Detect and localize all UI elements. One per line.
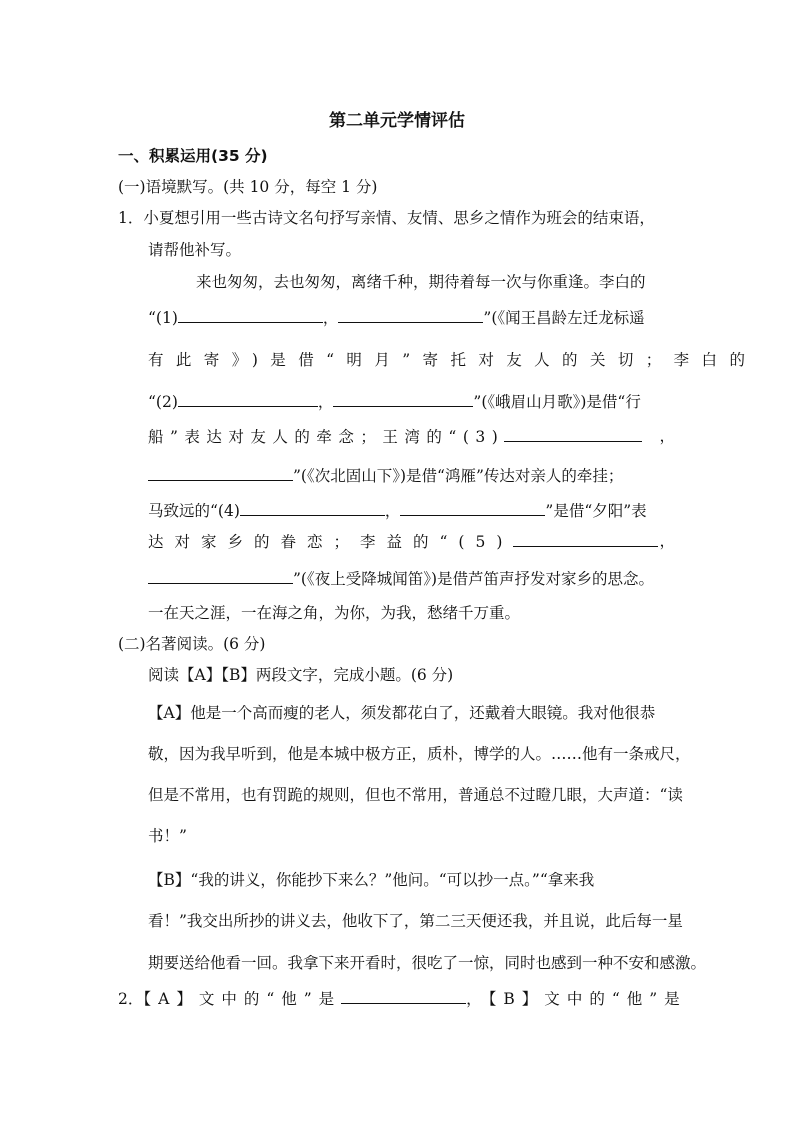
reading-passage-b: 期要送给他看一回。我拿下来开看时，很吃了一惊，同时也感到一种不安和感激。 bbox=[148, 954, 707, 972]
source-note: ”(《夜上受降城闻笛》)是借芦笛声抒发对家乡的思念。 bbox=[293, 570, 655, 588]
question-number: 1． bbox=[118, 209, 144, 227]
answer-blank-3a[interactable] bbox=[504, 426, 642, 442]
reading-instructions: 阅读【A】【B】两段文字，完成小题。(6 分) bbox=[148, 666, 454, 684]
source-note: ”(《峨眉山月歌》)是借“行 bbox=[473, 393, 641, 411]
section-heading: 一、积累运用(35 分) bbox=[118, 147, 268, 165]
question-number: 2． bbox=[118, 990, 144, 1008]
passage-text bbox=[148, 426, 642, 447]
answer-blank-1b[interactable] bbox=[338, 307, 483, 323]
passage-line bbox=[148, 391, 641, 412]
passage-text bbox=[148, 531, 658, 552]
passage-text-seg: 达对家乡的眷恋；李益的“(5) bbox=[148, 533, 514, 551]
comma: ， bbox=[317, 393, 334, 411]
passage-line bbox=[148, 568, 654, 589]
question-1-prompt bbox=[118, 208, 655, 228]
source-note: ”(《次北固山下》)是借“鸿雁”传达对亲人的牵挂； bbox=[293, 467, 624, 485]
question-text: ，【B】文中的“他”是 bbox=[466, 990, 687, 1008]
passage-line bbox=[148, 531, 675, 552]
answer-blank-4a[interactable] bbox=[240, 500, 385, 516]
passage-line bbox=[148, 307, 645, 328]
reading-passage-b: 看！”我交出所抄的讲义去，他收下了，第二三天便还我，并且说，此后每一星 bbox=[148, 912, 683, 930]
subsection-heading: (一)语境默写。(共 10 分，每空 1 分) bbox=[118, 178, 378, 196]
passage-line bbox=[148, 426, 675, 447]
document-title: 第二单元学情评估 bbox=[329, 111, 465, 131]
passage-text-seg: 船”表达对友人的牵念；王湾的“(3) bbox=[148, 428, 505, 446]
question-text: 小夏想引用一些古诗文名句抒写亲情、友情、思乡之情作为班会的结束语， bbox=[143, 209, 655, 227]
subsection-heading: (二)名著阅读。(6 分) bbox=[118, 635, 266, 653]
comma: ， bbox=[322, 309, 339, 327]
reading-passage-a: 但是不常用，也有罚跪的规则，但也不常用，普通总不过瞪几眼，大声道：“读 bbox=[148, 786, 683, 804]
answer-blank-1a[interactable] bbox=[178, 307, 323, 323]
reading-passage-a: 敬，因为我早听到，他是本城中极方正，质朴，博学的人。……他有一条戒尺， bbox=[148, 745, 691, 763]
answer-blank-3b[interactable] bbox=[148, 465, 293, 481]
answer-blank-2a[interactable] bbox=[178, 391, 318, 407]
source-note: ”(《闻王昌龄左迁龙标遥 bbox=[483, 309, 645, 327]
passage-line: 一在天之涯，一在海之角，为你，为我，愁绪千万重。 bbox=[148, 604, 521, 622]
passage-line bbox=[148, 465, 623, 486]
comma: ， bbox=[659, 532, 675, 550]
answer-blank-5a[interactable] bbox=[513, 531, 658, 547]
blank-label: “(2) bbox=[148, 393, 178, 411]
question-1-prompt-cont: 请帮他补写。 bbox=[148, 241, 242, 259]
answer-blank-q2a[interactable] bbox=[341, 988, 466, 1004]
passage-text: 马致远的“(4) bbox=[148, 502, 240, 520]
comma: ， bbox=[659, 427, 675, 445]
answer-blank-4b[interactable] bbox=[400, 500, 545, 516]
comma: ， bbox=[384, 502, 401, 520]
question-text: 【A】文中的“他”是 bbox=[143, 990, 342, 1008]
reading-passage-a: 【A】他是一个高而瘦的老人，须发都花白了，还戴着大眼镜。我对他很恭 bbox=[148, 704, 656, 722]
question-2 bbox=[118, 988, 687, 1009]
reading-passage-a: 书！” bbox=[148, 827, 187, 845]
passage-line bbox=[148, 350, 758, 370]
passage-text: 有此寄》)是借“明月”寄托对友人的关切；李白的 bbox=[148, 351, 758, 369]
passage-line: 来也匆匆，去也匆匆，离绪千种，期待着每一次与你重逢。李白的 bbox=[196, 273, 646, 291]
passage-line bbox=[148, 500, 647, 521]
reading-passage-b: 【B】“我的讲义，你能抄下来么？”他问。“可以抄一点。”“拿来我 bbox=[148, 871, 595, 889]
answer-blank-5b[interactable] bbox=[148, 568, 293, 584]
blank-label: “(1) bbox=[148, 309, 178, 327]
answer-blank-2b[interactable] bbox=[333, 391, 473, 407]
passage-text: ”是借“夕阳”表 bbox=[545, 502, 647, 520]
